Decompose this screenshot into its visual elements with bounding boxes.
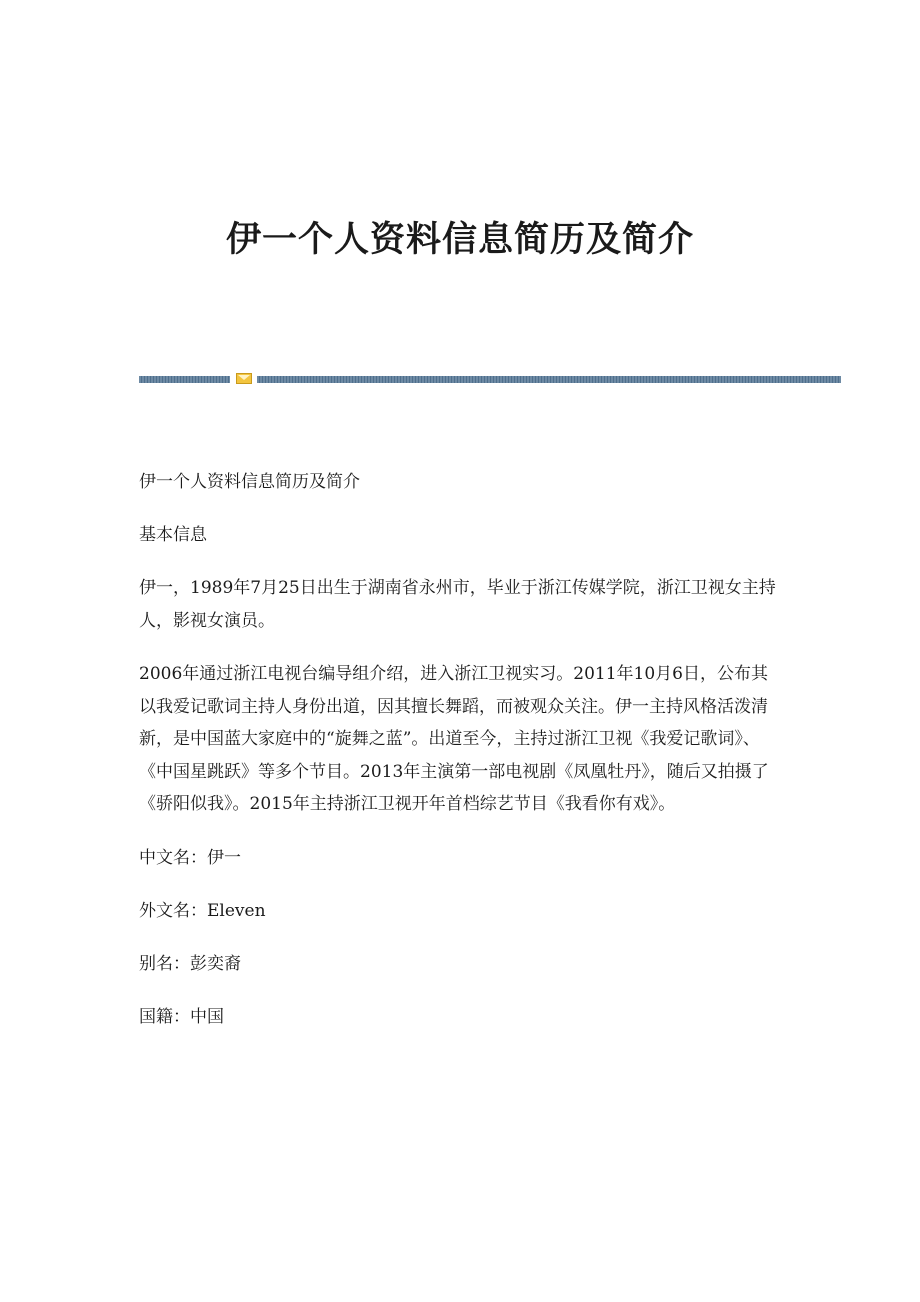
info-nationality: 国籍：中国 (139, 1006, 224, 1027)
document-body (139, 466, 779, 1054)
info-chinese-name: 中文名：伊一 (139, 847, 241, 868)
subtitle-paragraph: 伊一个人资料信息简历及简介 (139, 472, 360, 492)
page-title: 伊一个人资料信息简历及简介 (225, 219, 694, 260)
info-foreign-name: 外文名：Eleven (139, 900, 266, 921)
envelope-icon (236, 373, 252, 384)
title-divider (139, 372, 841, 386)
divider-bar-left (139, 376, 230, 383)
intro-paragraph: 伊一，1989年7月25日出生于湖南省永州市，毕业于浙江传媒学院，浙江卫视女主持人，影视女演员。 (139, 578, 776, 631)
section-heading-basic-info: 基本信息 (139, 525, 207, 545)
divider-bar-right (257, 376, 841, 383)
career-paragraph: 2006年通过浙江电视台编导组介绍，进入浙江卫视实习。2011年10月6日，公布其以我爱记歌词主持人身份出道，因其擅长舞蹈，而被观众关注。伊一主持风格活泼清新，是中国蓝大家庭中的“旋舞之蓝”。出道至今，主持过浙江卫视《我爱记歌词》、《中国星跳跃》等多个节目。2013年主演第一部电视剧《凤凰牡丹》，随后又拍摄了《骄阳似我》。2015年主持浙江卫视开年首档综艺节目《我看你有戏》。 (139, 664, 769, 814)
info-alias: 别名：彭奕裔 (139, 953, 241, 974)
